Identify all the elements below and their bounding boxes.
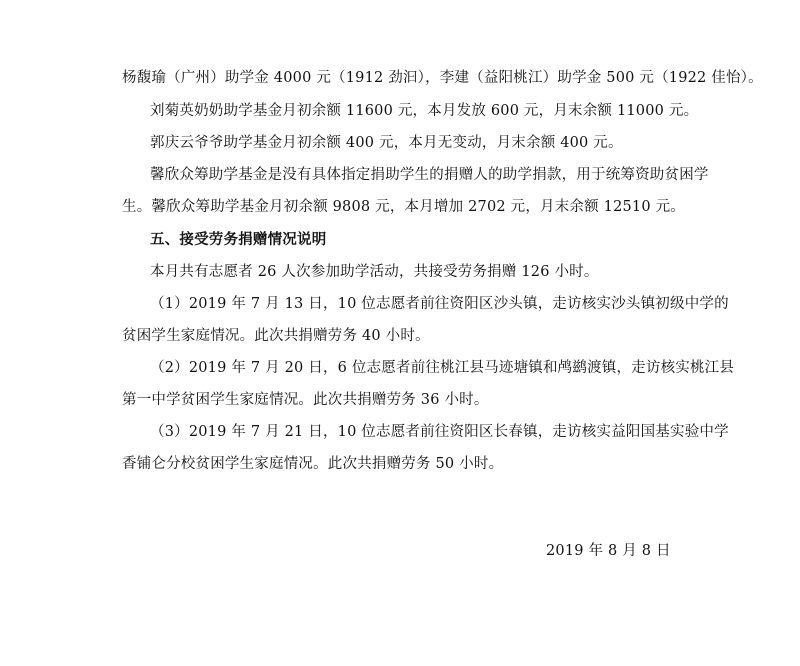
text-line-item-2-b: 第一中学贫困学生家庭情况。此次共捐赠劳务 36 小时。 [122,392,489,408]
text-line-guo-fund: 郭庆云爷爷助学基金月初余额 400 元，本月无变动，月末余额 400 元。 [150,135,623,151]
section-heading-labor-donation: 五、接受劳务捐赠情况说明 [150,232,327,248]
text-line-xinxin-fund-2: 生。馨欣众筹助学基金月初余额 9808 元，本月增加 2702 元，月末余额 12510 元。 [122,199,685,215]
text-line-xinxin-fund-1: 馨欣众筹助学基金是没有具体指定捐助学生的捐赠人的助学捐款，用于统筹资助贫困学 [150,167,709,183]
text-line-scholarship-yang-li: 杨馥瑜（广州）助学金 4000 元（1912 劲汩），李建（益阳桃江）助学金 500 元（1922 佳怡）。 [122,70,763,86]
text-line-item-3-a: （3）2019 年 7 月 21 日，10 位志愿者前往资阳区长春镇，走访核实益阳国基实验中学 [150,424,729,440]
text-line-item-3-b: 香铺仑分校贫困学生家庭情况。此次共捐赠劳务 50 小时。 [122,456,504,472]
text-line-volunteer-summary: 本月共有志愿者 26 人次参加助学活动，共接受劳务捐赠 126 小时。 [150,264,599,280]
text-line-item-1-a: （1）2019 年 7 月 13 日，10 位志愿者前往资阳区沙头镇，走访核实沙头镇初级中学的 [150,296,729,312]
text-line-item-2-a: （2）2019 年 7 月 20 日，6 位志愿者前往桃江县马迹塘镇和鸬鹚渡镇，走访核实桃江县 [150,360,735,376]
text-line-liu-fund: 刘菊英奶奶助学基金月初余额 11600 元，本月发放 600 元，月末余额 11000 元。 [150,103,699,119]
document-date: 2019 年 8 月 8 日 [546,543,671,559]
text-line-item-1-b: 贫困学生家庭情况。此次共捐赠劳务 40 小时。 [122,328,430,344]
